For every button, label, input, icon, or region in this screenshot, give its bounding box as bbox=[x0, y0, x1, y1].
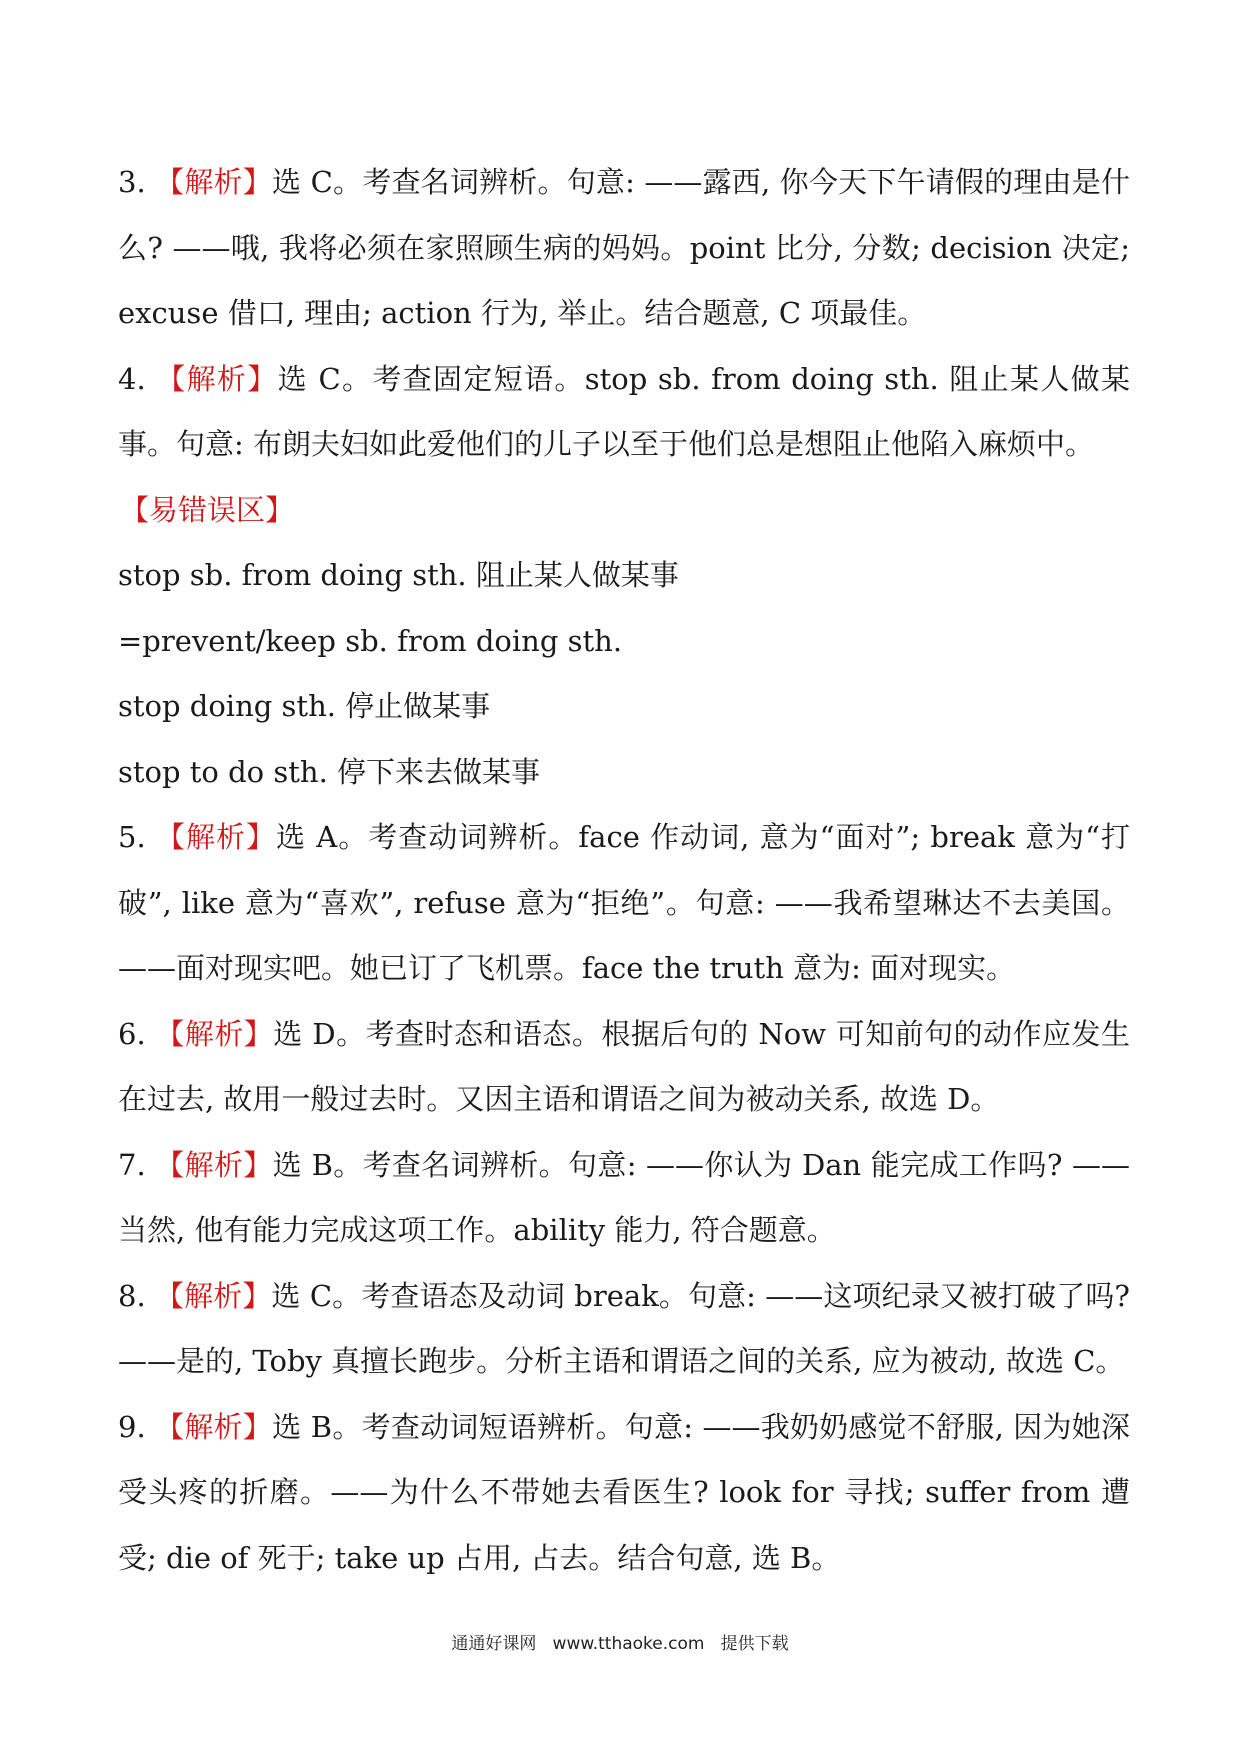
answer-item-8 bbox=[118, 1264, 1130, 1395]
page-footer: 通通好课网 www.tthaoke.com 提供下载 bbox=[451, 1634, 789, 1654]
item-text: 选 B。考查动词短语辨析。句意: ——我奶奶感觉不舒服, 因为她深受头疼的折磨。——为什么不带她去看医生? look for 寻找; suffer from 遭受; die of 死于; take up 占用, 占去。结合句意, 选 B。 bbox=[118, 1409, 1130, 1575]
analysis-tag: 【解析】 bbox=[155, 820, 277, 854]
note-line: =prevent/keep sb. from doing sth. bbox=[118, 623, 623, 658]
item-text: 选 C。考查固定短语。stop sb. from doing sth. 阻止某人做某事。句意: 布朗夫妇如此爱他们的儿子以至于他们总是想阻止他陷入麻烦中。 bbox=[118, 361, 1131, 461]
analysis-tag: 【解析】 bbox=[155, 1409, 273, 1444]
note-line: stop doing sth. 停止做某事 bbox=[118, 689, 491, 723]
analysis-tag: 【解析】 bbox=[155, 1016, 274, 1051]
analysis-tag: 【解析】 bbox=[155, 1278, 272, 1313]
answer-item-7 bbox=[118, 1133, 1130, 1264]
item-number: 8. bbox=[118, 1278, 146, 1313]
item-number: 5. bbox=[118, 820, 146, 854]
item-number: 6. bbox=[118, 1016, 146, 1051]
item-text: 选 C。考查语态及动词 break。句意: ——这项纪录又被打破了吗? ——是的, Toby 真擅长跑步。分析主语和谓语之间的关系, 应为被动, 故选 C。 bbox=[118, 1278, 1130, 1378]
item-text: 选 A。考查动词辨析。face 作动词, 意为“面对”; break 意为“打破”, like 意为“喜欢”, refuse 意为“拒绝”。句意: ——我希望琳达不去美国。——面对现实吧。她已订了飞机票。face the truth 意为: 面对现实。 bbox=[118, 820, 1130, 985]
analysis-tag: 【解析】 bbox=[155, 165, 272, 199]
analysis-tag: 【解析】 bbox=[156, 361, 278, 396]
item-text: 选 C。考查名词辨析。句意: ——露西, 你今天下午请假的理由是什么? ——哦, 我将必须在家照顾生病的妈妈。point 比分, 分数; decision 决定; excuse 借口, 理由; action 行为, 举止。结合题意, C 项最佳。 bbox=[118, 165, 1130, 330]
answer-item-6 bbox=[118, 1002, 1130, 1133]
note-line: stop to do sth. 停下来去做某事 bbox=[118, 754, 541, 789]
note-line: stop sb. from doing sth. 阻止某人做某事 bbox=[118, 558, 679, 592]
item-number: 9. bbox=[118, 1409, 146, 1444]
item-number: 4. bbox=[118, 361, 146, 396]
page-content bbox=[118, 150, 1130, 1591]
error-prone-heading: 【易错误区】 bbox=[120, 492, 295, 527]
item-text: 选 B。考查名词辨析。句意: ——你认为 Dan 能完成工作吗? ——当然, 他有能力完成这项工作。ability 能力, 符合题意。 bbox=[118, 1147, 1130, 1247]
item-number: 7. bbox=[118, 1147, 146, 1182]
answer-item-9 bbox=[118, 1395, 1130, 1592]
item-text: 选 D。考查时态和语态。根据后句的 Now 可知前句的动作应发生在过去, 故用一般过去时。又因主语和谓语之间为被动关系, 故选 D。 bbox=[118, 1016, 1130, 1116]
analysis-tag: 【解析】 bbox=[155, 1147, 273, 1182]
item-number: 3. bbox=[118, 165, 146, 199]
answer-item-3 bbox=[118, 150, 1130, 347]
answer-item-5 bbox=[118, 805, 1130, 1002]
answer-item-4 bbox=[118, 347, 1130, 478]
